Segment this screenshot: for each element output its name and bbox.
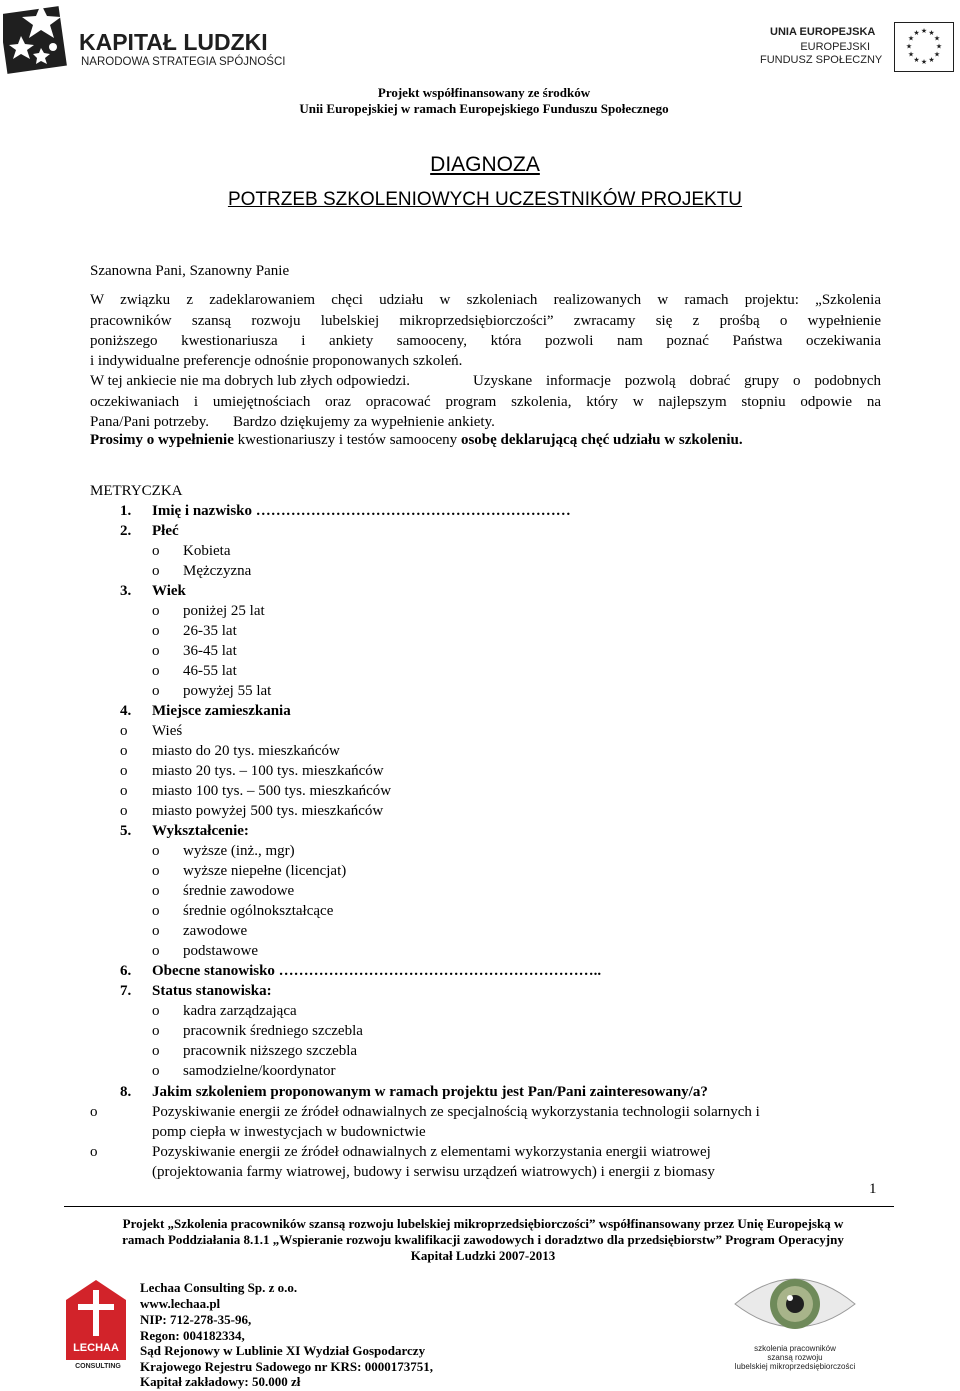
option-label: Wieś	[152, 723, 183, 739]
option-bullet: o	[152, 1063, 160, 1079]
option-label: miasto 20 tys. – 100 tys. mieszkańców	[152, 763, 384, 779]
footer-divider	[64, 1206, 894, 1207]
footer-project-line-2: ramach Poddziałania 8.1.1 „Wspieranie rozwoju kwalifikacji zawodowych i doradztwo dla przedsiębiorstw” Program Operacyjny	[122, 1232, 844, 1247]
kapital-ludzki-emblem-icon	[3, 2, 69, 74]
option-bullet: o	[152, 1043, 160, 1059]
q2-label: Płeć	[152, 523, 179, 539]
lechaa-logo-text: LECHAA	[73, 1342, 119, 1354]
svg-text:★: ★	[928, 29, 935, 37]
option-label: średnie zawodowe	[183, 883, 295, 899]
q7-number: 7.	[120, 983, 132, 999]
cofinance-line-1: Projekt współfinansowany ze środków	[377, 85, 591, 100]
q4-label: Miejsce zamieszkania	[152, 703, 291, 719]
svg-text:★: ★	[905, 42, 913, 51]
q2-number: 2.	[120, 523, 132, 539]
intro-p1-line-3: poniższego kwestionariusza i ankiety samooceny, która pozwoli nam poznać Państwa oczekiwania	[90, 333, 881, 349]
svg-text:★: ★	[913, 29, 920, 37]
eye-logo-icon	[730, 1262, 860, 1342]
intro-p3-line-2: oczekiwaniach i umiejętnościach oraz opracować program szkolenia, który w najlepszym stopniu odpowie na	[90, 394, 881, 410]
option-label-line-1: Pozyskiwanie energii ze źródeł odnawialnych z elementami wykorzystania energii wiatrowej	[152, 1144, 711, 1160]
option-bullet: o	[152, 863, 160, 879]
option-bullet: o	[152, 663, 160, 679]
intro-p3-line-1: Uzyskane informacje pozwolą dobrać grupy o podobnych	[473, 373, 881, 389]
svg-text:★: ★	[920, 27, 928, 35]
company-line: Lechaa Consulting Sp. z o.o.	[140, 1280, 298, 1295]
kapital-ludzki-subtitle: NARODOWA STRATEGIA SPÓJNOŚCI	[81, 56, 286, 68]
option-bullet: o	[120, 783, 128, 799]
eye-logo	[730, 1262, 860, 1374]
option-label: powyżej 55 lat	[183, 683, 272, 699]
company-line: Regon: 004182334,	[140, 1328, 245, 1343]
svg-text:★: ★	[933, 50, 941, 59]
svg-text:★: ★	[935, 42, 943, 51]
option-label: miasto do 20 tys. mieszkańców	[152, 743, 340, 759]
title-line-1: DIAGNOZA	[430, 153, 540, 176]
option-label: wyższe (inż., mgr)	[183, 843, 295, 859]
option-label-line-2: pomp ciepła w inwestycjach w budownictwie	[152, 1124, 426, 1140]
eu-logo-line2: EUROPEJSKI	[800, 41, 870, 53]
q7-label: Status stanowiska:	[152, 983, 272, 999]
option-bullet: o	[152, 1003, 160, 1019]
intro-thanks: Bardzo dziękujemy za wypełnienie ankiety.	[233, 414, 495, 430]
option-bullet: o	[152, 563, 160, 579]
svg-text:★: ★	[907, 34, 915, 43]
intro-request	[90, 431, 743, 449]
intro-request-normal: kwestionariuszy i testów samooceny	[233, 432, 461, 448]
eu-flag-icon	[894, 22, 954, 72]
option-bullet: o	[152, 943, 160, 959]
option-label: pracownik średniego szczebla	[183, 1023, 363, 1039]
q6-label[interactable]: Obecne stanowisko ………………………………………………………..	[152, 963, 602, 979]
option-bullet: o	[152, 643, 160, 659]
option-label: miasto 100 tys. – 500 tys. mieszkańców	[152, 783, 392, 799]
q5-number: 5.	[120, 823, 132, 839]
option-bullet: o	[152, 843, 160, 859]
option-bullet: o	[120, 743, 128, 759]
company-line: Sąd Rejonowy w Lublinie XI Wydział Gospodarczy	[140, 1343, 426, 1358]
intro-p3-line-3: Pana/Pani potrzeby.	[90, 414, 209, 430]
q3-number: 3.	[120, 583, 132, 599]
option-label: Kobieta	[183, 543, 231, 559]
option-bullet: o	[120, 723, 128, 739]
cofinance-line-2: Unii Europejskiej w ramach Europejskiego Funduszu Społecznego	[299, 101, 669, 116]
q8-label: Jakim szkoleniem proponowanym w ramach projektu jest Pan/Pani zainteresowany/a?	[152, 1084, 708, 1100]
svg-text:★: ★	[928, 56, 935, 64]
intro-request-bold-2: osobę deklarującą chęć udziału w szkoleniu.	[460, 432, 743, 448]
footer-project-line-1: Projekt „Szkolenia pracowników szansą rozwoju lubelskiej mikroprzedsiębiorczości” współfinansowany przez Unię Europejską w	[122, 1216, 844, 1231]
eu-logo-line3: FUNDUSZ SPOŁECZNY	[760, 54, 883, 66]
q6-number: 6.	[120, 963, 132, 979]
option-bullet: o	[152, 903, 160, 919]
option-label: 26-35 lat	[183, 623, 237, 639]
option-label: średnie ogólnokształcące	[183, 903, 334, 919]
option-label: poniżej 25 lat	[183, 603, 265, 619]
intro-p1-line-2: pracowników szansą rozwoju lubelskiej mikroprzedsiębiorczości” zwracamy się z prośbą o wypełnienie	[90, 313, 881, 329]
intro-p2: W tej ankiecie nie ma dobrych lub złych odpowiedzi.	[90, 373, 411, 389]
option-label: podstawowe	[183, 943, 258, 959]
company-line[interactable]: www.lechaa.pl	[140, 1296, 221, 1311]
kapital-ludzki-title: KAPITAŁ LUDZKI	[79, 29, 268, 55]
option-label: Mężczyzna	[183, 563, 252, 579]
title-line-2: POTRZEB SZKOLENIOWYCH UCZESTNIKÓW PROJEKTU	[227, 189, 743, 210]
eu-logo	[760, 20, 956, 76]
option-label-line-2: (projektowania farmy wiatrowej, budowy i serwisu urządzeń wiatrowych) i energii z biomasy	[152, 1164, 715, 1180]
eu-logo-line1: UNIA EUROPEJSKA	[770, 26, 876, 38]
q4-number: 4.	[120, 703, 132, 719]
eye-logo-line-2: szansą rozwoju	[767, 1353, 823, 1362]
svg-text:★: ★	[920, 58, 928, 66]
eye-logo-line-1: szkolenia pracowników	[754, 1344, 836, 1353]
option-bullet: o	[120, 763, 128, 779]
option-bullet: o	[152, 923, 160, 939]
option-bullet: o	[152, 543, 160, 559]
intro-p1-line-4: i indywidualne preferencje odnośnie proponowanych szkoleń.	[90, 353, 463, 369]
option-label: pracownik niższego szczebla	[183, 1043, 358, 1059]
q5-label: Wykształcenie:	[152, 823, 249, 839]
company-line: Kapitał zakładowy: 50.000 zł	[140, 1374, 301, 1389]
option-label: 36-45 lat	[183, 643, 237, 659]
option-bullet: o	[152, 623, 160, 639]
company-line: NIP: 712-278-35-96,	[140, 1312, 252, 1327]
svg-text:★: ★	[907, 50, 915, 59]
eye-logo-line-3: lubelskiej mikroprzedsiębiorczości	[734, 1362, 856, 1371]
option-label: zawodowe	[183, 923, 248, 939]
page-number: 1	[869, 1181, 877, 1197]
option-label-line-1: Pozyskiwanie energii ze źródeł odnawialnych ze specjalnością wykorzystania technologii solarnych i	[152, 1104, 760, 1120]
intro-request-bold-1: Prosimy o wypełnienie	[90, 432, 234, 448]
footer-project-line-3: Kapitał Ludzki 2007-2013	[410, 1248, 556, 1263]
kapital-ludzki-logo	[3, 2, 303, 80]
lechaa-logo	[66, 1280, 130, 1375]
option-label: samodzielne/koordynator	[183, 1063, 336, 1079]
svg-text:★: ★	[933, 34, 941, 43]
option-label: kadra zarządzająca	[183, 1003, 297, 1019]
intro-p1-line-1: W związku z zadeklarowaniem chęci udziału w szkoleniach realizowanych w ramach projektu: „Szkolenia	[90, 292, 881, 308]
q1-label[interactable]: Imię i nazwisko ………………………………………………………	[152, 503, 571, 519]
option-label: 46-55 lat	[183, 663, 237, 679]
option-bullet: o	[152, 603, 160, 619]
company-line: Krajowego Rejestru Sadowego nr KRS: 0000173751,	[140, 1359, 433, 1374]
option-bullet: o	[90, 1104, 98, 1120]
option-bullet: o	[152, 883, 160, 899]
q1-number: 1.	[120, 503, 132, 519]
option-bullet: o	[152, 683, 160, 699]
option-bullet: o	[90, 1144, 98, 1160]
option-bullet: o	[152, 1023, 160, 1039]
lechaa-logo-sub: CONSULTING	[75, 1363, 121, 1370]
option-bullet: o	[120, 803, 128, 819]
q8-number: 8.	[120, 1084, 132, 1100]
option-label: miasto powyżej 500 tys. mieszkańców	[152, 803, 384, 819]
metryczka-heading: METRYCZKA	[90, 483, 183, 499]
svg-text:★: ★	[913, 56, 920, 64]
greeting: Szanowna Pani, Szanowny Panie	[90, 263, 290, 279]
option-label: wyższe niepełne (licencjat)	[183, 863, 347, 879]
q3-label: Wiek	[152, 583, 186, 599]
